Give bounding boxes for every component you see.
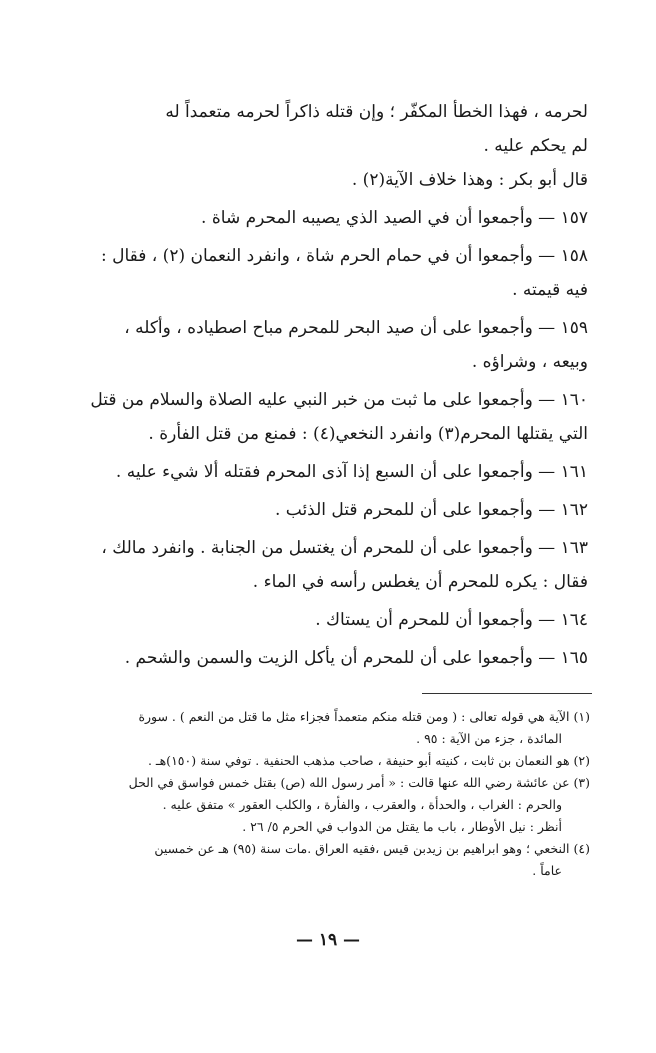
entry-line: ١٦٥ — وأجمعوا على أن للمحرم أن يأكل الزيت والسمن والشحم .	[124, 648, 588, 668]
consensus-entry-162	[68, 493, 588, 527]
footnote-line: عاماً .	[532, 863, 562, 878]
entry-line: ١٥٨ — وأجمعوا أن في حمام الحرم شاة ، وانفرد النعمان (٢) ، فقال :	[100, 246, 588, 266]
footnote-1	[68, 706, 590, 750]
footnote-4	[68, 838, 590, 882]
entry-line: ١٦٠ — وأجمعوا على ما ثبت من خبر النبي عليه الصلاة والسلام من قتل	[90, 390, 588, 410]
footnote-line: المائدة ، جزء من الآية : ٩٥ .	[416, 731, 562, 746]
consensus-entry-160	[68, 383, 588, 451]
entry-line: ١٦٢ — وأجمعوا على أن للمحرم قتل الذئب .	[274, 500, 588, 520]
text-line: لحرمه ، فهذا الخطأ المكفّر ؛ وإن قتله ذاكراً لحرمه متعمداً له	[165, 102, 588, 122]
footnote-line: والحرم : الغراب ، والحدأة ، والعقرب ، والفأرة ، والكلب العقور » متفق عليه .	[162, 797, 562, 812]
entry-line: وبيعه ، وشراؤه .	[471, 352, 588, 372]
entry-line: ١٥٩ — وأجمعوا على أن صيد البحر للمحرم مباح اصطياده ، وأكله ،	[124, 318, 588, 338]
consensus-entry-164	[68, 603, 588, 637]
text-line: لم يحكم عليه .	[483, 136, 588, 156]
text-line: قال أبو بكر : وهذا خلاف الآية(٢) .	[351, 170, 588, 190]
entry-line: ١٦١ — وأجمعوا على أن السبع إذا آذى المحرم فقتله ألا شيء عليه .	[115, 462, 588, 482]
footnote-3	[68, 772, 590, 838]
consensus-entry-161	[68, 455, 588, 489]
footnote-line: أنظر : نيل الأوطار ، باب ما يقتل من الدواب في الحرم ٥/ ٢٦ .	[242, 819, 562, 834]
entry-line: ١٥٧ — وأجمعوا أن في الصيد الذي يصيبه المحرم شاة .	[201, 208, 588, 228]
footnote-2	[68, 750, 590, 772]
entry-line: فقال : يكره للمحرم أن يغطس رأسه في الماء .	[252, 572, 588, 592]
entry-line: التي يقتلها المحرم(٣) وانفرد النخعي(٤) : فمنع من قتل الفأرة .	[148, 424, 588, 444]
entry-line: فيه قيمته .	[512, 280, 588, 300]
main-text	[68, 95, 588, 675]
footnotes	[68, 706, 590, 882]
footnote-line: (٤) النخعي ؛ وهو ابراهيم بن زيدبن قيس ،فقيه العراق .مات سنة (٩٥) هـ عن خمسين	[154, 841, 590, 856]
entry-line: ١٦٤ — وأجمعوا أن للمحرم أن يستاك .	[315, 610, 588, 630]
footnote-line: (٢) هو النعمان بن ثابت ، كنيته أبو حنيفة ، صاحب مذهب الحنفية . توفي سنة (١٥٠)هـ .	[147, 753, 590, 768]
consensus-entry-157	[68, 201, 588, 235]
entry-line: ١٦٣ — وأجمعوا على أن للمحرم أن يغتسل من الجنابة . وانفرد مالك ،	[101, 538, 588, 558]
consensus-entry-165	[68, 641, 588, 675]
page-number: — ١٩ —	[295, 930, 361, 950]
footnote-line: (١) الآية هي قوله تعالى : ( ومن قتله منكم متعمداً فجزاء مثل ما قتل من النعم ) . سورة	[138, 709, 590, 724]
consensus-entry-158	[68, 239, 588, 307]
footnote-line: (٣) عن عائشة رضي الله عنها قالت : « أمر رسول الله (ص) بقتل خمس فواسق في الحل	[128, 775, 590, 790]
consensus-entry-163	[68, 531, 588, 599]
footnote-divider	[422, 693, 592, 694]
consensus-entry-159	[68, 311, 588, 379]
